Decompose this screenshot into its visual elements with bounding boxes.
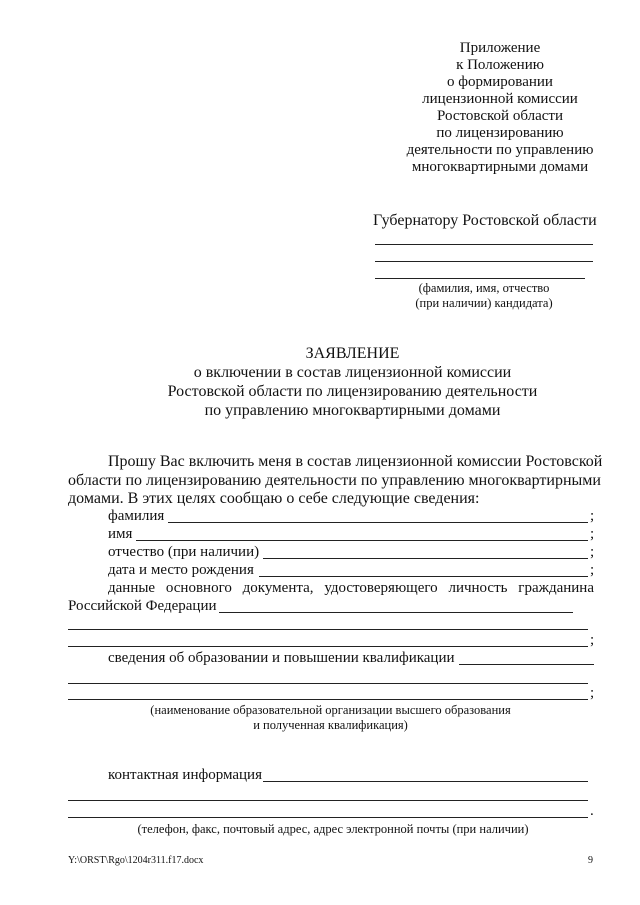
statement-subtitle: Ростовской области по лицензированию деятельности — [167, 383, 538, 400]
field-education-input-2[interactable] — [68, 683, 588, 684]
field-patronymic-input[interactable] — [263, 558, 588, 559]
field-birth-label: дата и место рождения — [108, 562, 254, 578]
field-contact-input-2[interactable] — [68, 800, 588, 801]
addressee-title: Губернатору Ростовской области — [373, 212, 597, 229]
appendix-line: Ростовской области — [437, 108, 563, 124]
semicolon: ; — [590, 632, 595, 648]
semicolon: ; — [590, 526, 595, 542]
field-education-input-1[interactable] — [459, 664, 594, 665]
addressee-line-3 — [375, 278, 585, 279]
body-paragraph-line: домами. В этих целях сообщаю о себе следующие сведения: — [68, 490, 480, 507]
statement-heading — [60, 344, 640, 420]
body-paragraph-line: области по лицензированию деятельности по управлению многоквартирными — [68, 472, 601, 489]
semicolon: ; — [590, 508, 595, 524]
field-contact-input-1[interactable] — [263, 781, 588, 782]
field-name-label: имя — [108, 526, 133, 542]
field-patronymic-label: отчество (при наличии) — [108, 544, 260, 560]
field-document-input-3[interactable] — [68, 646, 588, 647]
appendix-line: о формировании — [447, 74, 553, 90]
field-birth-input[interactable] — [259, 576, 588, 577]
appendix-line: деятельности по управлению — [406, 142, 594, 158]
field-document-input-2[interactable] — [68, 629, 588, 630]
field-surname-input[interactable] — [168, 522, 588, 523]
field-education-label: сведения об образовании и повышении квалификации — [108, 650, 455, 666]
field-document-label: данные основного документа, удостоверяющего личность гражданина — [108, 580, 594, 596]
statement-subtitle: о включении в состав лицензионной комиссии — [193, 364, 512, 381]
semicolon: ; — [590, 544, 595, 560]
appendix-block — [395, 40, 605, 176]
addressee-line-2 — [375, 261, 593, 262]
field-contact-label: контактная информация — [108, 767, 262, 783]
appendix-line: многоквартирными домами — [411, 159, 589, 175]
statement-title: ЗАЯВЛЕНИЕ — [305, 345, 400, 362]
field-document-label-2: Российской Федерации — [68, 598, 217, 614]
appendix-line: лицензионной комиссии — [422, 91, 578, 107]
addressee-hint: (фамилия, имя, отчество (при наличии) кандидата) — [415, 281, 553, 310]
statement-subtitle: по управлению многоквартирными домами — [204, 402, 501, 419]
field-document-input-1[interactable] — [219, 612, 573, 613]
field-name-input[interactable] — [136, 540, 588, 541]
period: . — [590, 803, 594, 819]
semicolon: ; — [590, 685, 595, 701]
page-number: 9 — [588, 855, 593, 866]
footer-file-path: Y:\ORST\Rgo\1204r311.f17.docx — [68, 855, 204, 866]
appendix-line: по лицензированию — [436, 125, 564, 141]
body-paragraph-line: Прошу Вас включить меня в состав лицензионной комиссии Ростовской — [108, 453, 603, 470]
field-education-input-3[interactable] — [68, 699, 588, 700]
field-surname-label: фамилия — [108, 508, 165, 524]
appendix-line: к Положению — [456, 57, 544, 73]
appendix-line: Приложение — [459, 40, 541, 56]
semicolon: ; — [590, 562, 595, 578]
education-hint: (наименование образовательной организации высшего образования и полученная квалификация) — [150, 703, 511, 732]
contact-hint: (телефон, факс, почтовый адрес, адрес электронной почты (при наличии) — [137, 822, 529, 836]
field-contact-input-3[interactable] — [68, 817, 588, 818]
addressee-line-1 — [375, 244, 593, 245]
